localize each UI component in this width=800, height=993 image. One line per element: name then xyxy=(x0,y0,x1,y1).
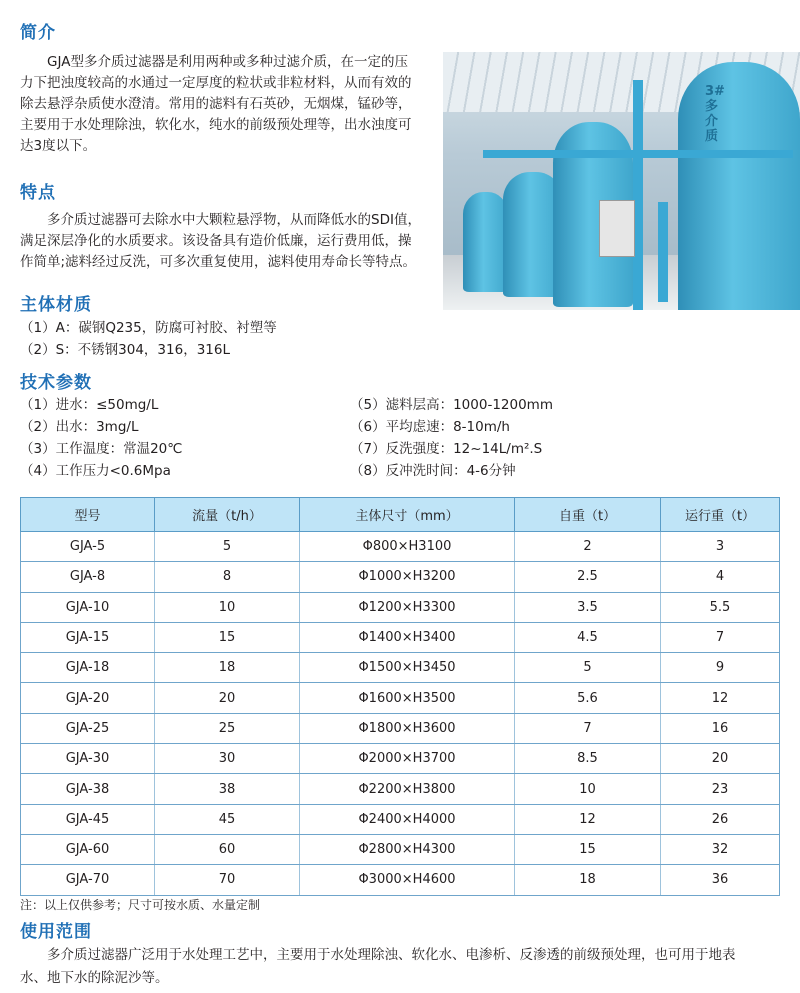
table-note: 注：以上仅供参考；尺寸可按水质、水量定制 xyxy=(20,898,261,912)
table-cell: 36 xyxy=(661,865,780,895)
tech-item: （8）反冲洗时间：4-6分钟 xyxy=(350,463,516,479)
table-cell: Φ2200×H3800 xyxy=(300,774,515,804)
table-cell: 18 xyxy=(515,865,661,895)
table-cell: 4.5 xyxy=(515,622,661,652)
table-cell: GJA-25 xyxy=(21,713,155,743)
table-cell: 12 xyxy=(661,683,780,713)
tech-item: （5）滤料层高：1000-1200mm xyxy=(350,397,553,413)
features-heading: 特点 xyxy=(20,183,56,203)
tech-heading: 技术参数 xyxy=(20,373,92,393)
table-row xyxy=(21,683,780,713)
horizontal-pipe xyxy=(483,150,793,158)
filter-tanks-photo xyxy=(443,52,800,310)
table-cell: 20 xyxy=(155,683,300,713)
table-cell: 10 xyxy=(515,774,661,804)
table-cell: Φ1000×H3200 xyxy=(300,562,515,592)
tech-item: （7）反洗强度：12~14L/m².S xyxy=(350,441,543,457)
features-line: 作简单;滤料经过反洗，可多次重复使用，滤料使用寿命长等特点。 xyxy=(20,254,417,270)
table-cell: 2.5 xyxy=(515,562,661,592)
table-row xyxy=(21,865,780,895)
table-cell: 5.5 xyxy=(661,592,780,622)
table-cell: Φ1500×H3450 xyxy=(300,653,515,683)
table-cell: 7 xyxy=(515,713,661,743)
table-row xyxy=(21,713,780,743)
table-cell: 26 xyxy=(661,804,780,834)
table-cell: 4 xyxy=(661,562,780,592)
table-row xyxy=(21,592,780,622)
table-cell: 20 xyxy=(661,744,780,774)
tank-char: 介 xyxy=(705,114,719,129)
tank-front xyxy=(678,62,800,310)
tech-item: （2）出水：3mg/L xyxy=(20,419,139,435)
intro-line: GJA型多介质过滤器是利用两种或多种过滤介质，在一定的压 xyxy=(47,54,408,70)
table-cell: Φ1200×H3300 xyxy=(300,592,515,622)
table-cell: GJA-60 xyxy=(21,834,155,864)
tank-char: 多 xyxy=(705,99,719,114)
usage-paragraph xyxy=(20,944,736,990)
table-row xyxy=(21,744,780,774)
table-cell: 32 xyxy=(661,834,780,864)
tank-label xyxy=(705,84,725,144)
intro-line: 达3度以下。 xyxy=(20,138,97,154)
tech-item: （3）工作温度：常温20℃ xyxy=(20,441,183,457)
table-cell: 15 xyxy=(515,834,661,864)
table-cell: 5 xyxy=(155,532,300,562)
table-cell: GJA-38 xyxy=(21,774,155,804)
table-cell: Φ2800×H4300 xyxy=(300,834,515,864)
features-line: 多介质过滤器可去除水中大颗粒悬浮物，从而降低水的SDI值， xyxy=(47,212,421,228)
table-body xyxy=(21,532,780,896)
table-cell: 45 xyxy=(155,804,300,834)
table-row xyxy=(21,774,780,804)
table-row xyxy=(21,532,780,562)
control-panel xyxy=(599,200,635,257)
table-cell: GJA-70 xyxy=(21,865,155,895)
table-cell: Φ800×H3100 xyxy=(300,532,515,562)
table-cell: 5.6 xyxy=(515,683,661,713)
tech-item: （1）进水：≤50mg/L xyxy=(20,397,159,413)
table-cell: Φ1400×H3400 xyxy=(300,622,515,652)
table-cell: 15 xyxy=(155,622,300,652)
table-cell: 23 xyxy=(661,774,780,804)
table-row xyxy=(21,562,780,592)
table-cell: 12 xyxy=(515,804,661,834)
table-cell: GJA-18 xyxy=(21,653,155,683)
intro-line: 除去悬浮杂质使水澄清。常用的滤料有石英砂，无烟煤，锰砂等， xyxy=(20,96,412,112)
material-item: （1）A：碳钢Q235，防腐可衬胶、衬塑等 xyxy=(20,320,277,336)
table-cell: GJA-15 xyxy=(21,622,155,652)
features-line: 满足深层净化的水质要求。该设备具有造价低廉，运行费用低，操 xyxy=(20,233,412,249)
table-cell: 10 xyxy=(155,592,300,622)
usage-line: 水、地下水的除泥沙等。 xyxy=(20,970,169,986)
table-row xyxy=(21,653,780,683)
table-cell: Φ2400×H4000 xyxy=(300,804,515,834)
tank-far xyxy=(463,192,508,292)
table-cell: GJA-30 xyxy=(21,744,155,774)
table-cell: 3.5 xyxy=(515,592,661,622)
table-cell: 7 xyxy=(661,622,780,652)
usage-heading: 使用范围 xyxy=(20,922,92,942)
material-heading: 主体材质 xyxy=(20,295,92,315)
material-item: （2）S：不锈钢304，316，316L xyxy=(20,342,230,358)
col-header-weight: 自重（t） xyxy=(515,498,661,532)
table-row xyxy=(21,834,780,864)
tank-char: 质 xyxy=(705,129,719,144)
table-cell: GJA-45 xyxy=(21,804,155,834)
table-cell: Φ1800×H3600 xyxy=(300,713,515,743)
col-header-flow: 流量（t/h） xyxy=(155,498,300,532)
tech-item: （6）平均虑速：8-10m/h xyxy=(350,419,510,435)
table-row xyxy=(21,804,780,834)
table-cell: 60 xyxy=(155,834,300,864)
features-paragraph xyxy=(20,210,421,273)
table-cell: 16 xyxy=(661,713,780,743)
table-cell: 30 xyxy=(155,744,300,774)
intro-line: 主要用于水处理除浊，软化水，纯水的前级预处理等，出水浊度可 xyxy=(20,117,412,133)
spec-table xyxy=(20,497,780,896)
intro-paragraph xyxy=(20,52,412,157)
tech-item: （4）工作压力<0.6Mpa xyxy=(20,463,171,479)
table-cell: 9 xyxy=(661,653,780,683)
material-list xyxy=(20,317,277,361)
table-cell: 8 xyxy=(155,562,300,592)
table-cell: 3 xyxy=(661,532,780,562)
col-header-model: 型号 xyxy=(21,498,155,532)
table-cell: 5 xyxy=(515,653,661,683)
usage-line: 多介质过滤器广泛用于水处理工艺中，主要用于水处理除浊、软化水、电渗析、反渗透的前级预处理，也可用于地表 xyxy=(47,947,736,963)
table-cell: GJA-20 xyxy=(21,683,155,713)
vertical-pipe xyxy=(633,80,643,310)
table-cell: 38 xyxy=(155,774,300,804)
table-cell: Φ1600×H3500 xyxy=(300,683,515,713)
col-header-operating-weight: 运行重（t） xyxy=(661,498,780,532)
table-header-row xyxy=(21,498,780,532)
table-row xyxy=(21,622,780,652)
table-cell: 18 xyxy=(155,653,300,683)
tank-number: 3# xyxy=(705,84,725,99)
tech-list-right xyxy=(350,394,553,482)
table-cell: 2 xyxy=(515,532,661,562)
intro-heading: 简介 xyxy=(20,23,56,43)
col-header-size: 主体尺寸（mm） xyxy=(300,498,515,532)
table-cell: 8.5 xyxy=(515,744,661,774)
intro-line: 力下把浊度较高的水通过一定厚度的粒状或非粒材料，从而有效的 xyxy=(20,75,412,91)
table-cell: Φ3000×H4600 xyxy=(300,865,515,895)
tech-list-left xyxy=(20,394,182,482)
table-cell: GJA-5 xyxy=(21,532,155,562)
table-cell: 70 xyxy=(155,865,300,895)
table-cell: 25 xyxy=(155,713,300,743)
table-cell: GJA-10 xyxy=(21,592,155,622)
table-cell: Φ2000×H3700 xyxy=(300,744,515,774)
table-cell: GJA-8 xyxy=(21,562,155,592)
vertical-pipe xyxy=(658,202,668,302)
